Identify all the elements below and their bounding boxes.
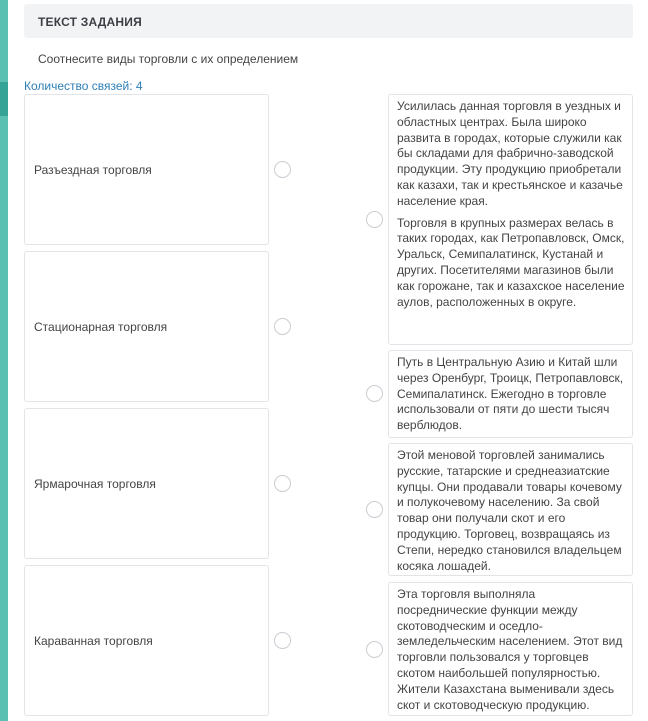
right-item-text: Путь в Центральную Азию и Китай шли через Оренбург, Троицк, Петропавловск, Семипалатинск. Ежегодно в торговле использовали от пяти до шести тысяч верблюдов. [397,355,624,433]
links-count: Количество связей: 4 [24,79,143,93]
task-instruction: Соотнесите виды торговли с их определением [38,52,299,66]
left-connector-radio-2[interactable] [274,318,291,335]
left-item-4[interactable] [24,565,269,716]
right-item-1[interactable] [388,94,633,345]
right-connector-radio-3[interactable] [366,501,383,518]
left-item-3[interactable] [24,408,269,559]
right-item-text: Торговля в крупных размерах велась в таких городах, как Петропавловск, Омск, Уральск, Семипалатинск, Кустанай и других. Посетителями магазинов были как горожане, так и казахское население аулов, расположенных в округе. [397,215,625,309]
right-item-4[interactable] [388,582,633,716]
left-connector-radio-4[interactable] [274,632,291,649]
left-connector-radio-3[interactable] [274,475,291,492]
right-connector-radio-1[interactable] [366,211,383,228]
left-item-label: Ярмарочная торговля [34,476,156,491]
left-item-1[interactable] [24,94,269,245]
left-item-2[interactable] [24,251,269,402]
left-item-label: Стационарная торговля [34,319,168,334]
left-item-label: Караванная торговля [34,633,153,648]
right-item-text: Этой меновой торговлей занимались русские, татарские и среднеазиатские купцы. Они продавали товары кочевому и полукочевому населению. За свой товар они получали скот и его продукцию. Торговец, возвращаясь из Степи, нередко становился владельцем косяка лошадей. [397,448,622,573]
right-item-text: Эта торговля выполняла посреднические функции между скотоводческим и оседло-земледельческим населением. Этот вид торговли пользовался у торговцев скотом наибольшей популярностью. Жители Казахстана выменивали здесь скот и скотоводческую продукцию. [397,587,623,712]
right-item-text: Усилилась данная торговля в уездных и областных центрах. Была широко развита в городах, которые служили как бы складами для фабрично-заводской продукции. Эту продукцию приобретали как казахи, так и крестьянское и казачье население края. [397,99,623,208]
task-header: ТЕКСТ ЗАДАНИЯ [24,4,633,38]
right-item-3[interactable] [388,443,633,576]
left-item-label: Разъездная торговля [34,162,152,177]
left-connector-radio-1[interactable] [274,161,291,178]
right-connector-radio-2[interactable] [366,385,383,402]
right-connector-radio-4[interactable] [366,641,383,658]
right-item-2[interactable] [388,350,633,438]
side-accent-marker [0,82,8,116]
